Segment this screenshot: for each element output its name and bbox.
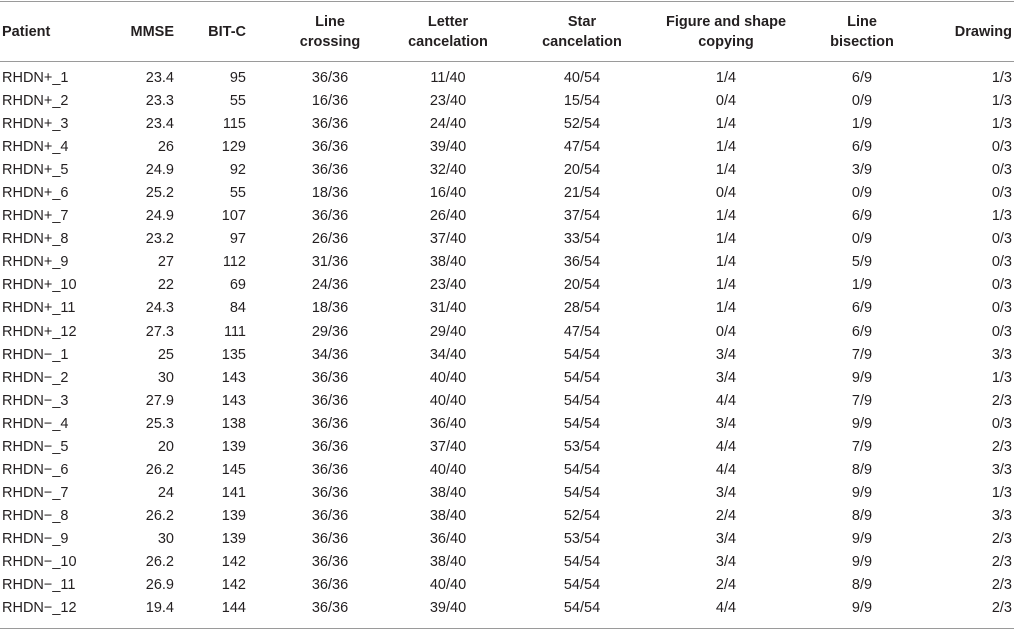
star-cancelation-score-cell: 21/54 [563,185,601,202]
line-crossing-score-cell: 24/36 [311,277,349,294]
star-cancelation-score-cell: 54/54 [563,369,601,386]
letter-cancelation-score-cell: 40/40 [429,461,467,478]
figure-copying-score-cell: 0/4 [715,323,737,340]
mmse-score-cell: 24.9 [145,208,174,225]
figure-copying-score-cell: 3/4 [715,554,737,570]
star-cancelation-score-cell: 53/54 [563,438,601,455]
line-crossing-score-cell: 36/36 [311,554,349,570]
line-crossing-score-cell: 36/36 [311,70,349,87]
bitc-score-cell: 138 [221,415,246,432]
figure-copying-score-cell: 0/4 [715,93,737,110]
line-bisection-score-cell: 6/9 [851,139,873,156]
bitc-score-cell: 142 [221,577,246,594]
line-crossing-score-cell: 29/36 [311,323,349,340]
star-cancelation-score-cell: 53/54 [563,530,601,547]
star-cancelation-score-cell: 47/54 [563,139,601,156]
figure-copying-score-cell: 4/4 [715,600,737,617]
patient-id-cell: RHDN−_8 [2,507,69,524]
mmse-score-cell: 26.2 [145,461,174,478]
mmse-score-cell: 26.9 [145,577,174,594]
header-line-bisection-l1: Line [847,13,877,30]
patient-id-cell: RHDN−_7 [2,484,69,501]
patient-results-table [0,2,1014,620]
drawing-score-cell: 2/3 [991,530,1012,547]
letter-cancelation-score-cell: 11/40 [430,70,466,87]
drawing-score-cell: 0/3 [991,323,1012,340]
line-crossing-score-cell: 36/36 [311,484,349,501]
letter-cancelation-score-cell: 23/40 [429,277,467,294]
line-crossing-score-cell: 26/36 [311,231,349,248]
letter-cancelation-score-cell: 40/40 [429,369,467,386]
star-cancelation-score-cell: 52/54 [563,507,601,524]
patient-id-cell: RHDN−_6 [2,461,69,478]
letter-cancelation-score-cell: 23/40 [429,93,467,110]
letter-cancelation-score-cell: 24/40 [429,116,467,133]
header-star-cancelation-l2: cancelation [542,33,622,50]
letter-cancelation-score-cell: 37/40 [429,231,467,248]
drawing-score-cell: 0/3 [991,231,1012,248]
bitc-score-cell: 69 [229,277,246,294]
figure-copying-score-cell: 1/4 [715,300,737,317]
table-row [0,528,1014,551]
table-row [0,344,1014,367]
drawing-score-cell: 1/3 [991,369,1012,386]
star-cancelation-score-cell: 54/54 [563,346,601,363]
mmse-score-cell: 23.3 [145,93,174,110]
star-cancelation-score-cell: 54/54 [563,415,601,432]
patient-id-cell: RHDN+_10 [2,277,77,294]
star-cancelation-score-cell: 15/54 [563,93,601,110]
mmse-score-cell: 26.2 [145,554,174,570]
bitc-score-cell: 84 [229,300,246,317]
header-bitc: BIT-C [208,23,246,40]
table-row [0,159,1014,182]
line-bisection-score-cell: 3/9 [851,162,873,179]
letter-cancelation-score-cell: 36/40 [429,415,467,432]
header-patient: Patient [2,23,51,40]
mmse-score-cell: 26.2 [145,507,174,524]
mmse-score-cell: 30 [157,530,174,547]
star-cancelation-score-cell: 37/54 [563,208,601,225]
line-bisection-score-cell: 7/9 [851,392,873,409]
drawing-score-cell: 2/3 [991,577,1012,594]
line-bisection-score-cell: 9/9 [851,530,873,547]
bitc-score-cell: 139 [221,438,246,455]
letter-cancelation-score-cell: 38/40 [429,484,467,501]
table-row [0,61,1014,90]
line-crossing-score-cell: 36/36 [311,162,349,179]
patient-id-cell: RHDN−_2 [2,369,69,386]
patient-id-cell: RHDN+_7 [2,208,69,225]
header-row [0,2,1014,61]
bitc-score-cell: 144 [221,600,246,617]
table-row [0,205,1014,228]
letter-cancelation-score-cell: 16/40 [429,185,467,202]
bitc-score-cell: 55 [229,185,246,202]
bitc-score-cell: 115 [222,116,246,133]
header-figure-copying-l1: Figure and shape [665,13,787,30]
bitc-score-cell: 141 [221,484,246,501]
mmse-score-cell: 22 [157,277,174,294]
line-bisection-score-cell: 7/9 [851,346,873,363]
table-row [0,551,1014,574]
star-cancelation-score-cell: 54/54 [563,577,601,594]
mmse-score-cell: 27.3 [145,323,174,340]
header-line-crossing-l2: crossing [299,33,361,50]
table-row [0,505,1014,528]
table-row [0,597,1014,620]
star-cancelation-score-cell: 54/54 [563,461,601,478]
star-cancelation-score-cell: 54/54 [563,392,601,409]
table-row [0,390,1014,413]
star-cancelation-score-cell: 54/54 [563,554,601,570]
figure-copying-score-cell: 1/4 [715,208,737,225]
mmse-score-cell: 23.4 [145,116,174,133]
figure-copying-score-cell: 1/4 [715,162,737,179]
mmse-score-cell: 20 [157,438,174,455]
letter-cancelation-score-cell: 26/40 [429,208,467,225]
header-line-bisection-l2: bisection [830,33,894,50]
letter-cancelation-score-cell: 34/40 [429,346,467,363]
drawing-score-cell: 1/3 [991,116,1012,133]
drawing-score-cell: 0/3 [991,162,1012,179]
figure-copying-score-cell: 3/4 [715,484,737,501]
line-bisection-score-cell: 8/9 [851,577,873,594]
line-crossing-score-cell: 36/36 [311,415,349,432]
patient-id-cell: RHDN+_6 [2,185,69,202]
star-cancelation-score-cell: 33/54 [563,231,601,248]
header-mmse: MMSE [130,23,174,40]
line-bisection-score-cell: 7/9 [851,438,873,455]
bitc-score-cell: 143 [221,369,246,386]
mmse-score-cell: 25 [157,346,174,363]
table-row [0,436,1014,459]
bitc-score-cell: 139 [221,507,246,524]
star-cancelation-score-cell: 54/54 [563,600,601,617]
letter-cancelation-score-cell: 39/40 [429,600,467,617]
bitc-score-cell: 97 [229,231,246,248]
line-crossing-score-cell: 36/36 [311,507,349,524]
patient-id-cell: RHDN+_8 [2,231,69,248]
figure-copying-score-cell: 4/4 [715,392,737,409]
figure-copying-score-cell: 2/4 [715,507,737,524]
patient-id-cell: RHDN−_11 [2,577,76,594]
figure-copying-score-cell: 3/4 [715,415,737,432]
bitc-score-cell: 142 [221,554,246,570]
figure-copying-score-cell: 1/4 [715,70,737,87]
drawing-score-cell: 1/3 [991,93,1012,110]
drawing-score-cell: 0/3 [991,139,1012,156]
bitc-score-cell: 107 [221,208,246,225]
patient-id-cell: RHDN+_1 [2,70,69,87]
patient-id-cell: RHDN+_12 [2,323,77,340]
drawing-score-cell: 2/3 [991,392,1012,409]
line-crossing-score-cell: 31/36 [311,254,349,271]
star-cancelation-score-cell: 20/54 [563,277,601,294]
table-body [0,61,1014,620]
patient-id-cell: RHDN−_9 [2,530,69,547]
star-cancelation-score-cell: 47/54 [563,323,601,340]
line-crossing-score-cell: 36/36 [311,461,349,478]
header-figure-copying-l2: copying [698,33,754,50]
letter-cancelation-score-cell: 40/40 [429,392,467,409]
table-row [0,90,1014,113]
star-cancelation-score-cell: 20/54 [563,162,601,179]
drawing-score-cell: 1/3 [991,484,1012,501]
line-crossing-score-cell: 34/36 [311,346,349,363]
line-bisection-score-cell: 9/9 [851,600,873,617]
line-bisection-score-cell: 9/9 [851,554,873,570]
line-bisection-score-cell: 1/9 [851,277,873,294]
bitc-score-cell: 111 [223,323,246,340]
figure-copying-score-cell: 2/4 [715,577,737,594]
line-bisection-score-cell: 9/9 [851,415,873,432]
drawing-score-cell: 3/3 [991,461,1012,478]
header-letter-cancelation [382,2,514,61]
line-crossing-score-cell: 18/36 [311,300,349,317]
figure-copying-score-cell: 3/4 [715,369,737,386]
line-bisection-score-cell: 0/9 [851,93,873,110]
mmse-score-cell: 24.3 [145,300,174,317]
table-row [0,413,1014,436]
bitc-score-cell: 143 [221,392,246,409]
table-row [0,251,1014,274]
line-bisection-score-cell: 8/9 [851,507,873,524]
letter-cancelation-score-cell: 39/40 [429,139,467,156]
mmse-score-cell: 24.9 [145,162,174,179]
mmse-score-cell: 25.3 [145,415,174,432]
table-row [0,482,1014,505]
figure-copying-score-cell: 3/4 [715,346,737,363]
table-row [0,297,1014,320]
line-crossing-score-cell: 36/36 [311,208,349,225]
drawing-score-cell: 1/3 [991,208,1012,225]
patient-id-cell: RHDN−_1 [2,346,69,363]
drawing-score-cell: 2/3 [991,438,1012,455]
figure-copying-score-cell: 1/4 [715,254,737,271]
line-crossing-score-cell: 18/36 [311,185,349,202]
mmse-score-cell: 30 [157,369,174,386]
figure-copying-score-cell: 1/4 [715,139,737,156]
bitc-score-cell: 145 [221,461,246,478]
line-bisection-score-cell: 9/9 [851,369,873,386]
figure-copying-score-cell: 4/4 [715,461,737,478]
line-bisection-score-cell: 0/9 [851,231,873,248]
letter-cancelation-score-cell: 40/40 [429,577,467,594]
patient-id-cell: RHDN−_4 [2,415,69,432]
patient-id-cell: RHDN−_3 [2,392,69,409]
figure-copying-score-cell: 1/4 [715,231,737,248]
header-star-cancelation-l1: Star [567,13,597,30]
line-bisection-score-cell: 5/9 [851,254,873,271]
letter-cancelation-score-cell: 36/40 [429,530,467,547]
line-bisection-score-cell: 8/9 [851,461,873,478]
table-row [0,182,1014,205]
patient-id-cell: RHDN+_9 [2,254,69,271]
letter-cancelation-score-cell: 38/40 [429,554,467,570]
table-row [0,574,1014,597]
header-line-bisection [802,2,922,61]
figure-copying-score-cell: 1/4 [715,116,737,133]
header-drawing: Drawing [954,23,1012,40]
table-row [0,459,1014,482]
drawing-score-cell: 0/3 [991,185,1012,202]
bitc-score-cell: 55 [229,93,246,110]
header-figure-copying [650,2,802,61]
line-bisection-score-cell: 9/9 [851,484,873,501]
table-row [0,136,1014,159]
bitc-score-cell: 95 [229,70,246,87]
line-crossing-score-cell: 36/36 [311,577,349,594]
letter-cancelation-score-cell: 38/40 [429,507,467,524]
patient-id-cell: RHDN−_12 [2,600,77,617]
mmse-score-cell: 27.9 [145,392,174,409]
bitc-score-cell: 139 [221,530,246,547]
patient-id-cell: RHDN+_4 [2,139,69,156]
drawing-score-cell: 0/3 [991,300,1012,317]
star-cancelation-score-cell: 40/54 [563,70,601,87]
drawing-score-cell: 1/3 [991,70,1012,87]
mmse-score-cell: 25.2 [145,185,174,202]
header-star-cancelation [514,2,650,61]
line-crossing-score-cell: 36/36 [311,600,349,617]
star-cancelation-score-cell: 36/54 [563,254,601,271]
drawing-score-cell: 0/3 [991,277,1012,294]
line-bisection-score-cell: 6/9 [851,208,873,225]
figure-copying-score-cell: 3/4 [715,530,737,547]
line-bisection-score-cell: 6/9 [851,70,873,87]
star-cancelation-score-cell: 52/54 [563,116,601,133]
drawing-score-cell: 3/3 [991,507,1012,524]
header-line-crossing-l1: Line [315,13,345,30]
figure-copying-score-cell: 0/4 [715,185,737,202]
header-line-crossing [278,2,382,61]
table-row [0,321,1014,344]
bitc-score-cell: 135 [221,346,246,363]
figure-copying-score-cell: 4/4 [715,438,737,455]
letter-cancelation-score-cell: 29/40 [429,323,467,340]
drawing-score-cell: 2/3 [991,554,1012,570]
mmse-score-cell: 26 [157,139,174,156]
mmse-score-cell: 27 [157,254,174,271]
mmse-score-cell: 23.2 [145,231,174,248]
letter-cancelation-score-cell: 38/40 [429,254,467,271]
letter-cancelation-score-cell: 32/40 [429,162,467,179]
letter-cancelation-score-cell: 31/40 [429,300,467,317]
line-crossing-score-cell: 16/36 [311,93,349,110]
line-crossing-score-cell: 36/36 [311,369,349,386]
patient-id-cell: RHDN+_5 [2,162,69,179]
mmse-score-cell: 19.4 [145,600,174,617]
patient-id-cell: RHDN+_3 [2,116,69,133]
patient-id-cell: RHDN−_10 [2,554,77,570]
header-letter-cancelation-l1: Letter [427,13,469,30]
drawing-score-cell: 3/3 [991,346,1012,363]
line-bisection-score-cell: 1/9 [851,116,873,133]
bitc-score-cell: 92 [229,162,246,179]
star-cancelation-score-cell: 54/54 [563,484,601,501]
table-row [0,367,1014,390]
patient-id-cell: RHDN+_2 [2,93,69,110]
line-crossing-score-cell: 36/36 [311,438,349,455]
patient-id-cell: RHDN+_11 [2,300,76,317]
mmse-score-cell: 24 [157,484,174,501]
header-letter-cancelation-l2: cancelation [408,33,488,50]
line-crossing-score-cell: 36/36 [311,139,349,156]
drawing-score-cell: 0/3 [991,415,1012,432]
drawing-score-cell: 0/3 [991,254,1012,271]
patient-id-cell: RHDN−_5 [2,438,69,455]
line-crossing-score-cell: 36/36 [311,392,349,409]
line-bisection-score-cell: 6/9 [851,300,873,317]
bitc-score-cell: 112 [222,254,246,271]
drawing-score-cell: 2/3 [991,600,1012,617]
mmse-score-cell: 23.4 [145,70,174,87]
line-crossing-score-cell: 36/36 [311,116,349,133]
figure-copying-score-cell: 1/4 [715,277,737,294]
table-row [0,228,1014,251]
line-bisection-score-cell: 0/9 [851,185,873,202]
table-row [0,113,1014,136]
bitc-score-cell: 129 [221,139,246,156]
letter-cancelation-score-cell: 37/40 [429,438,467,455]
star-cancelation-score-cell: 28/54 [563,300,601,317]
table-row [0,274,1014,297]
line-bisection-score-cell: 6/9 [851,323,873,340]
line-crossing-score-cell: 36/36 [311,530,349,547]
table-bottom-rule [0,628,1014,629]
